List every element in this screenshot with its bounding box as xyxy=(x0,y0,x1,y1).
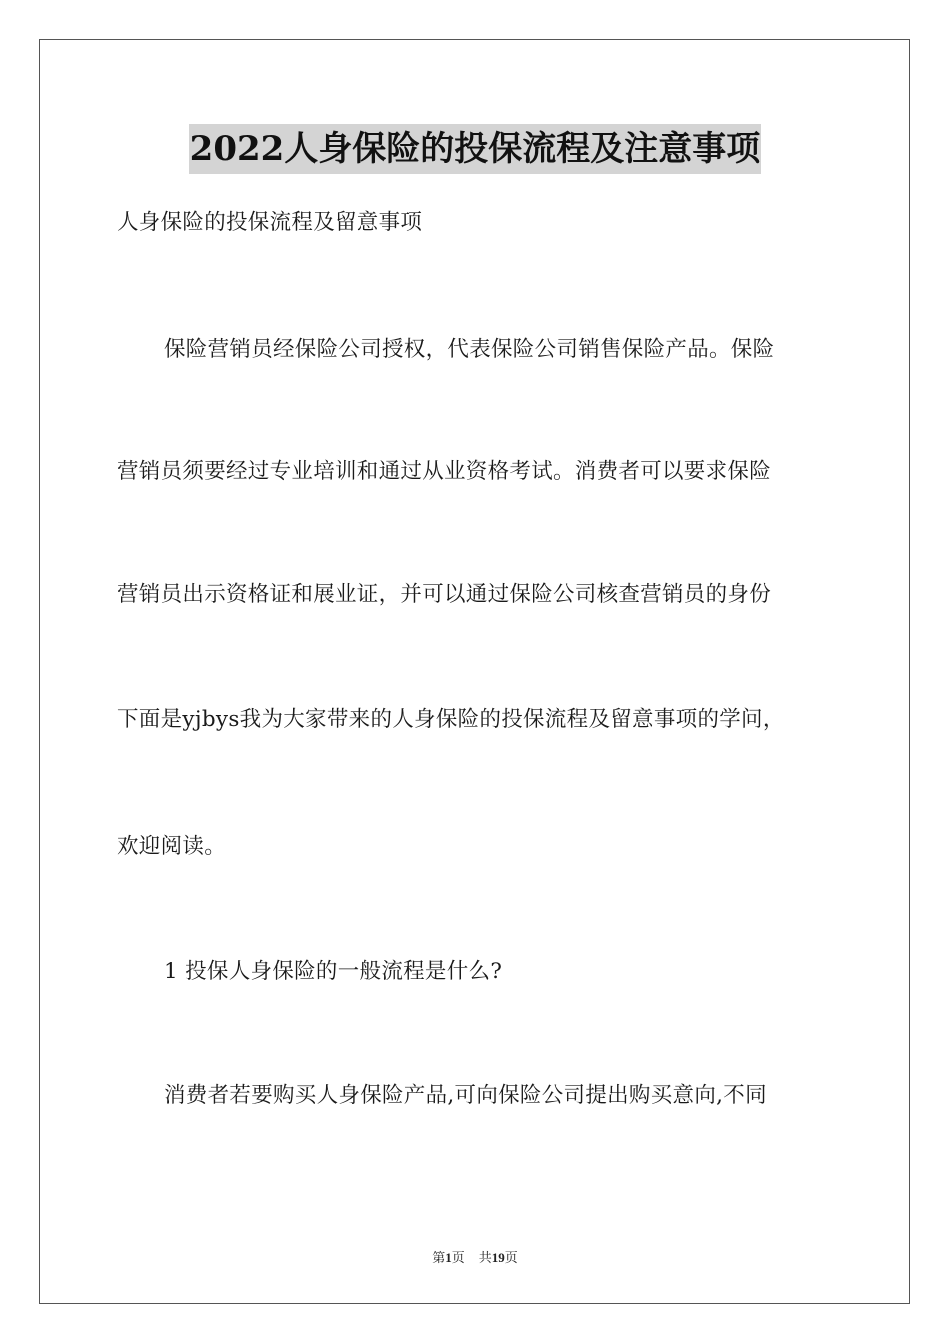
document-subtitle: 人身保险的投保流程及留意事项 xyxy=(117,210,423,235)
paragraph-line: 营销员出示资格证和展业证，并可以通过保险公司核查营销员的身份 xyxy=(117,582,772,607)
footer-page-prefix: 第 xyxy=(432,1250,446,1265)
footer-total-suffix: 页 xyxy=(504,1250,518,1265)
current-page-number: 1 xyxy=(445,1250,452,1265)
paragraph-line: 下面是yjbys我为大家带来的人身保险的投保流程及留意事项的学问， xyxy=(117,707,785,732)
paragraph-line: 营销员须要经过专业培训和通过从业资格考试。消费者可以要求保险 xyxy=(117,459,772,484)
section-heading: 1 投保人身保险的一般流程是什么? xyxy=(164,959,503,984)
paragraph-line: 消费者若要购买人身保险产品,可向保险公司提出购买意向,不同 xyxy=(164,1083,767,1108)
document-title xyxy=(0,124,950,174)
paragraph-line: 保险营销员经保险公司授权，代表保险公司销售保险产品。保险 xyxy=(164,337,775,362)
total-pages-number: 19 xyxy=(491,1250,505,1265)
page-footer xyxy=(0,1247,950,1266)
paragraph-line: 欢迎阅读。 xyxy=(117,834,227,859)
document-title-text: 2022人身保险的投保流程及注意事项 xyxy=(189,124,762,174)
footer-page-suffix: 页 xyxy=(451,1250,465,1265)
footer-total-prefix: 共 xyxy=(478,1250,492,1265)
